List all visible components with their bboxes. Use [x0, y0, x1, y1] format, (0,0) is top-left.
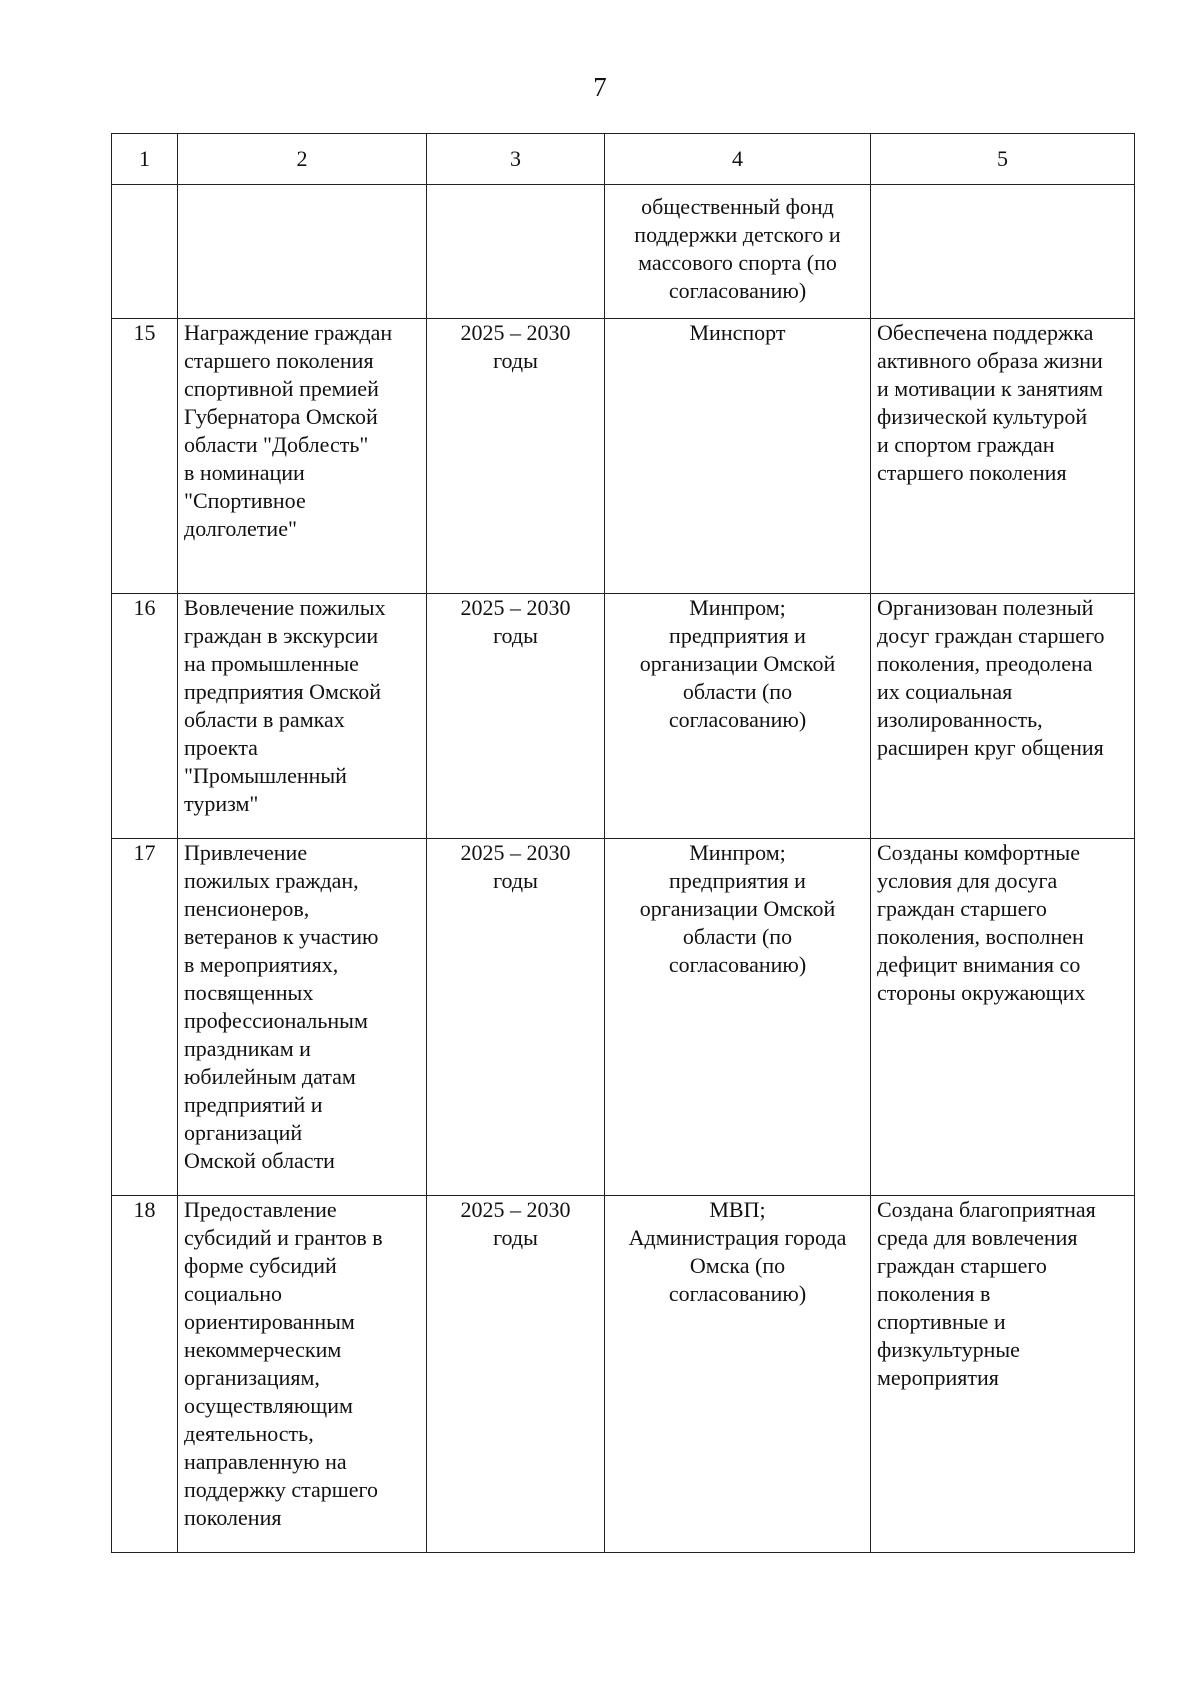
table-row-15 [112, 319, 1135, 594]
column-header-4: 4 [605, 134, 871, 185]
measure-name-cell: Награждение граждан старшего поколения спортивной премией Губернатора Омской области "Доблесть" в номинации "Спортивное долголетие" [178, 319, 427, 594]
row-number-cell: 18 [112, 1196, 178, 1553]
measure-name-cell [178, 185, 427, 319]
period-cell: 2025 – 2030 годы [427, 319, 605, 594]
period-cell [427, 185, 605, 319]
column-header-1: 1 [112, 134, 178, 185]
row-number-cell [112, 185, 178, 319]
column-header-3: 3 [427, 134, 605, 185]
column-header-5: 5 [871, 134, 1135, 185]
executor-cell: Минпром; предприятия и организации Омской области (по согласованию) [605, 594, 871, 839]
measure-name-cell: Вовлечение пожилых граждан в экскурсии на промышленные предприятия Омской области в рамках проекта "Промышленный туризм" [178, 594, 427, 839]
row-number-cell: 15 [112, 319, 178, 594]
measure-name-cell: Предоставление субсидий и грантов в форме субсидий социально ориентированным некоммерческим организациям, осуществляющим деятельность, направленную на поддержку старшего поколения [178, 1196, 427, 1553]
executor-cell: общественный фонд поддержки детского и массового спорта (по согласованию) [605, 185, 871, 319]
measure-name-cell: Привлечение пожилых граждан, пенсионеров, ветеранов к участию в мероприятиях, посвященных профессиональным праздникам и юбилейным датам предприятий и организаций Омской области [178, 839, 427, 1196]
column-header-2: 2 [178, 134, 427, 185]
row-number-cell: 17 [112, 839, 178, 1196]
period-cell: 2025 – 2030 годы [427, 594, 605, 839]
executor-cell: Минпром; предприятия и организации Омской области (по согласованию) [605, 839, 871, 1196]
result-cell: Создана благоприятная среда для вовлечения граждан старшего поколения в спортивные и физкультурные мероприятия [871, 1196, 1135, 1553]
table-row-16 [112, 594, 1135, 839]
period-cell: 2025 – 2030 годы [427, 1196, 605, 1553]
row-number-cell: 16 [112, 594, 178, 839]
executor-cell: МВП; Администрация города Омска (по согласованию) [605, 1196, 871, 1553]
result-cell: Организован полезный досуг граждан старшего поколения, преодолена их социальная изолированность, расширен круг общения [871, 594, 1135, 839]
result-cell [871, 185, 1135, 319]
table-row-continuation [112, 185, 1135, 319]
table-row-18 [112, 1196, 1135, 1553]
page-number: 7 [593, 72, 607, 102]
result-cell: Созданы комфортные условия для досуга граждан старшего поколения, восполнен дефицит внимания со стороны окружающих [871, 839, 1135, 1196]
result-cell: Обеспечена поддержка активного образа жизни и мотивации к занятиям физической культурой и спортом граждан старшего поколения [871, 319, 1135, 594]
table-row-17 [112, 839, 1135, 1196]
executor-cell: Минспорт [605, 319, 871, 594]
measures-table [111, 133, 1135, 1553]
header-row [112, 134, 1135, 185]
period-cell: 2025 – 2030 годы [427, 839, 605, 1196]
